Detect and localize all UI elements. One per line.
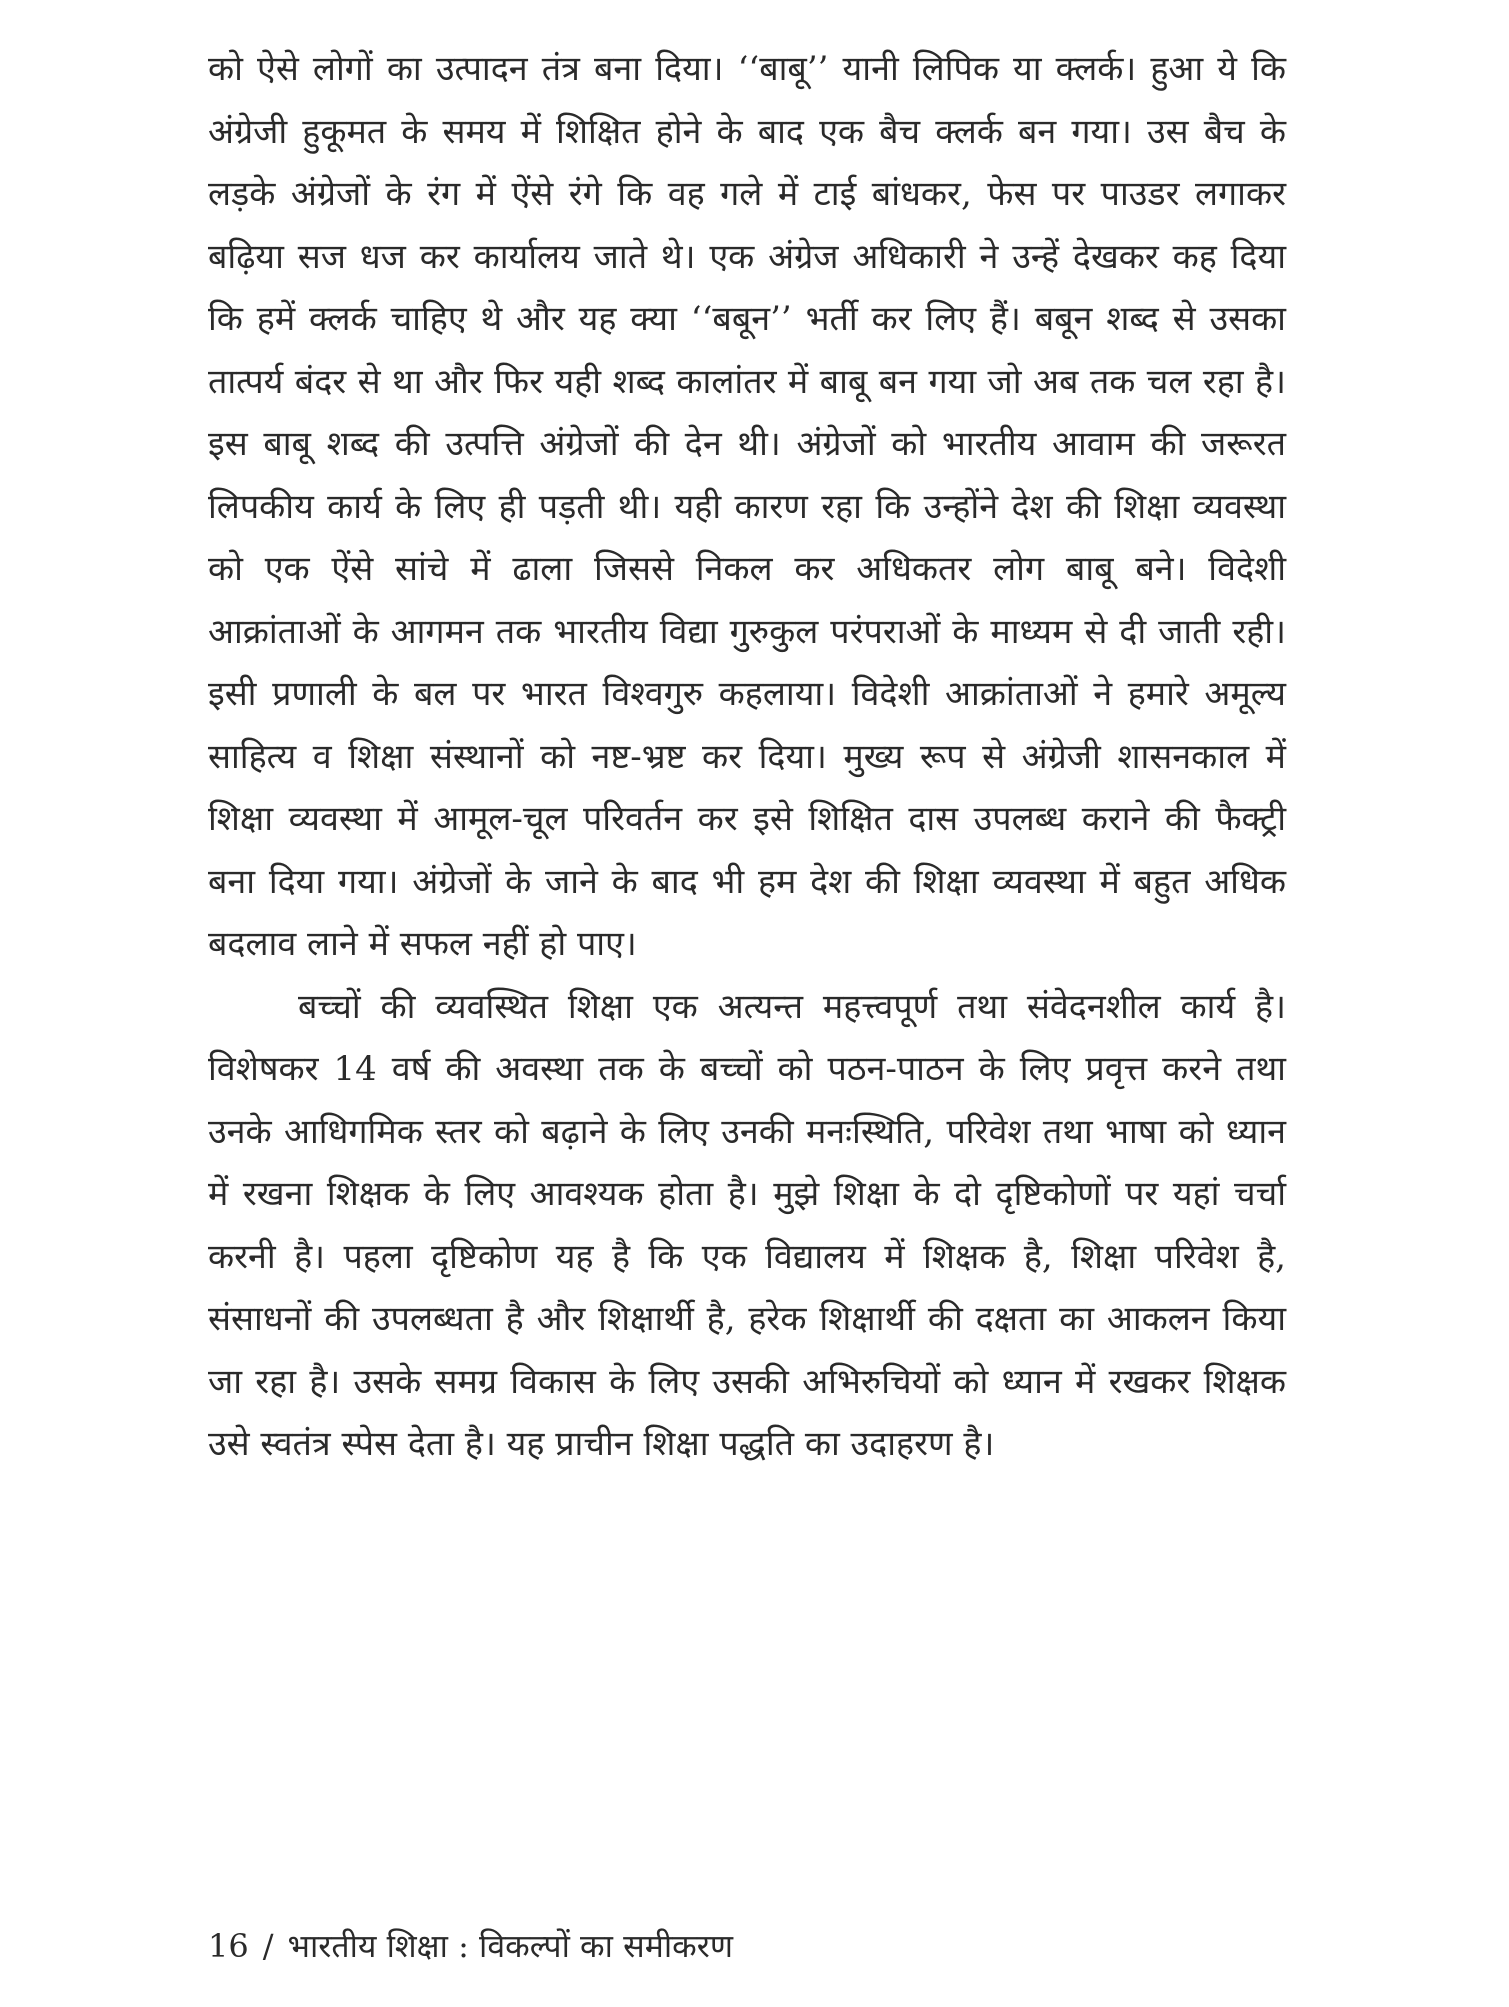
page-number: 16 — [208, 1927, 249, 1965]
page-footer — [208, 1926, 733, 1966]
page-body — [208, 38, 1286, 1476]
footer-separator: / — [262, 1927, 274, 1965]
paragraph-1: को ऐसे लोगों का उत्पादन तंत्र बना दिया। ‘‘बाबू’’ यानी लिपिक या क्लर्क। हुआ ये कि अंग्रेजी हुकूमत के समय में शिक्षित होने के बाद एक बैच क्लर्क बन गया। उस बैच के लड़के अंग्रेजों के रंग में ऐंसे रंगे कि वह गले में टाई बांधकर, फेस पर पाउडर लगाकर बढ़िया सज धज कर कार्यालय जाते थे। एक अंग्रेज अधिकारी ने उन्हें देखकर कह दिया कि हमें क्लर्क चाहिए थे और यह क्या ‘‘बबून’’ भर्ती कर लिए हैं। बबून शब्द से उसका तात्पर्य बंदर से था और फिर यही शब्द कालांतर में बाबू बन गया जो अब तक चल रहा है। इस बाबू शब्द की उत्पत्ति अंग्रेजों की देन थी। अंग्रेजों को भारतीय आवाम की जरूरत लिपकीय कार्य के लिए ही पड़ती थी। यही कारण रहा कि उन्होंने देश की शिक्षा व्यवस्था को एक ऐंसे सांचे में ढाला जिससे निकल कर अधिकतर लोग बाबू बने। विदेशी आक्रांताओं के आगमन तक भारतीय विद्या गुरुकुल परंपराओं के माध्यम से दी जाती रही। इसी प्रणाली के बल पर भारत विश्वगुरु कहलाया। विदेशी आक्रांताओं ने हमारे अमूल्य साहित्य व शिक्षा संस्थानों को नष्ट-भ्रष्ट कर दिया। मुख्य रूप से अंग्रेजी शासनकाल में शिक्षा व्यवस्था में आमूल-चूल परिवर्तन कर इसे शिक्षित दास उपलब्ध कराने की फैक्ट्री बना दिया गया। अंग्रेजों के जाने के बाद भी हम देश की शिक्षा व्यवस्था में बहुत अधिक बदलाव लाने में सफल नहीं हो पाए। — [208, 49, 1286, 964]
paragraph-2: बच्चों की व्यवस्थित शिक्षा एक अत्यन्त महत्त्वपूर्ण तथा संवेदनशील कार्य है। विशेषकर 14 वर्ष की अवस्था तक के बच्चों को पठन-पाठन के लिए प्रवृत्त करने तथा उनके आधिगमिक स्तर को बढ़ाने के लिए उनकी मनःस्थिति, परिवेश तथा भाषा को ध्यान में रखना शिक्षक के लिए आवश्यक होता है। मुझे शिक्षा के दो दृष्टिकोणों पर यहां चर्चा करनी है। पहला दृष्टिकोण यह है कि एक विद्यालय में शिक्षक है, शिक्षा परिवेश है, संसाधनों की उपलब्धता है और शिक्षार्थी है, हरेक शिक्षार्थी की दक्षता का आकलन किया जा रहा है। उसके समग्र विकास के लिए उसकी अभिरुचियों को ध्यान में रखकर शिक्षक उसे स्वतंत्र स्पेस देता है। यह प्राचीन शिक्षा पद्धति का उदाहरण है। — [208, 986, 1286, 1464]
running-title: भारतीय शिक्षा : विकल्पों का समीकरण — [287, 1927, 733, 1965]
